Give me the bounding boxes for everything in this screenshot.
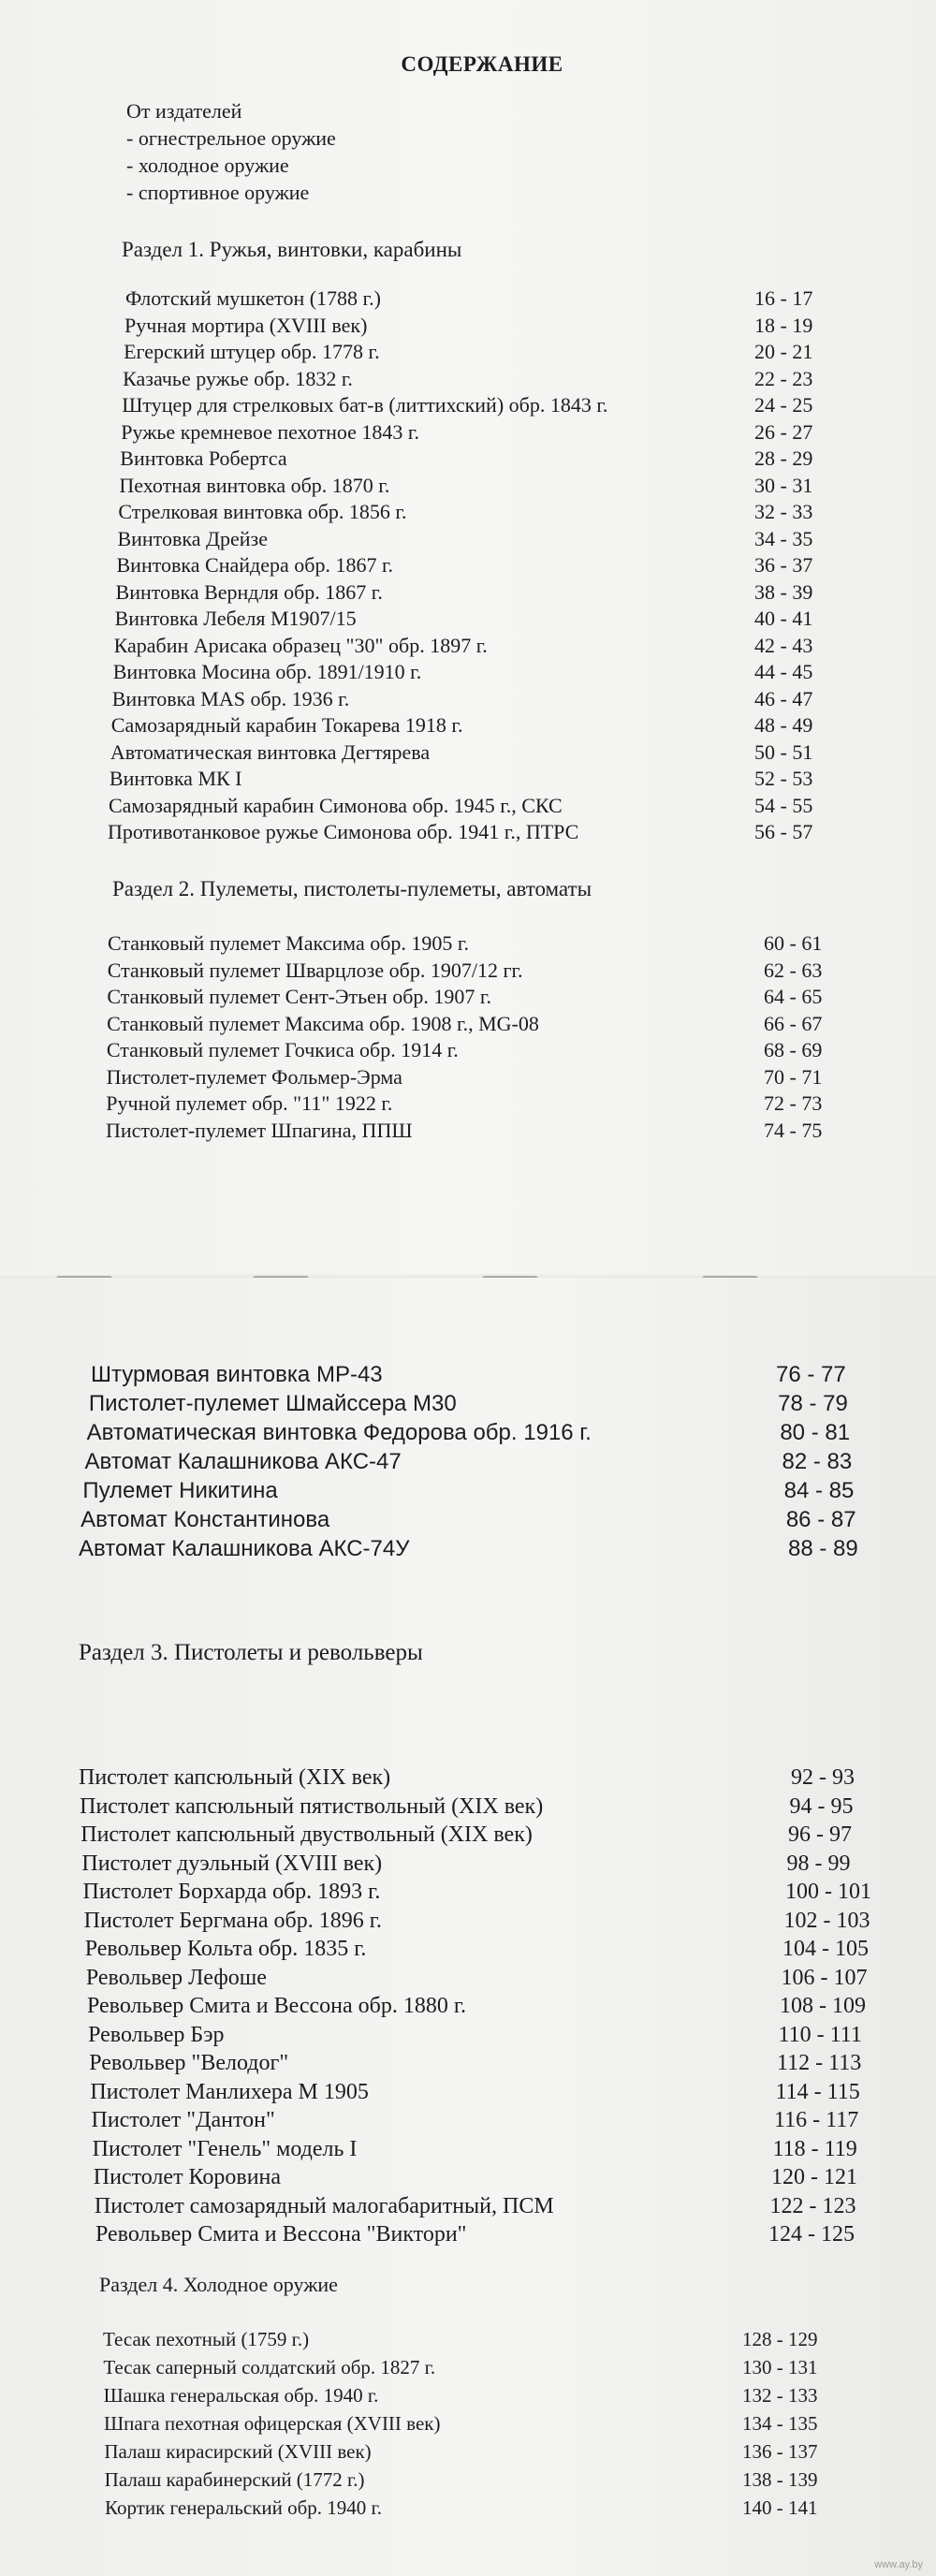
entry-title: Револьвер Смита и Вессона "Виктори" — [95, 2222, 467, 2247]
entry-title: Егерский штуцер обр. 1778 г. — [124, 340, 380, 363]
entry-pages: 78 - 79 — [778, 1391, 848, 1416]
entry-title: Пистолет Манлихера М 1905 — [90, 2079, 369, 2104]
entry-pages: 20 - 21 — [754, 340, 813, 363]
entry-list-section-4 — [0, 2325, 936, 2522]
entry-title: Станковый пулемет Гочкиса обр. 1914 г. — [106, 1038, 459, 1061]
entry-pages: 40 - 41 — [754, 607, 813, 630]
toc-entry — [0, 633, 936, 660]
intro-line: От издателей — [126, 99, 242, 123]
toc-entry — [0, 2409, 936, 2437]
toc-entry — [0, 930, 936, 958]
entry-title: Винтовка Мосина обр. 1891/1910 г. — [112, 660, 422, 683]
entry-title: Карабин Арисака образец "30" обр. 1897 г. — [113, 633, 488, 657]
entry-pages: 86 - 87 — [785, 1507, 856, 1532]
entry-title: Пистолет дуэльный (XVIII век) — [81, 1851, 383, 1876]
entry-title: Ручная мортира (XVIII век) — [124, 313, 368, 337]
entry-title: Шашка генеральская обр. 1940 г. — [103, 2384, 379, 2407]
toc-entry — [0, 819, 936, 846]
entry-pages: 28 - 29 — [754, 446, 813, 470]
entry-title: Пистолет самозарядный малогабаритный, ПСМ — [94, 2193, 554, 2218]
toc-entry — [0, 1360, 936, 1389]
toc-entry — [0, 1064, 936, 1091]
entry-title: Винтовка Лебеля М1907/15 — [114, 607, 357, 630]
entry-pages: 106 - 107 — [781, 1965, 868, 1990]
entry-title: Пехотная винтовка обр. 1870 г. — [119, 473, 390, 497]
toc-entry — [0, 606, 936, 633]
toc-entry — [0, 2437, 936, 2466]
toc-entry — [0, 2135, 936, 2164]
entry-pages: 76 - 77 — [776, 1362, 846, 1387]
entry-pages: 110 - 111 — [778, 2022, 862, 2047]
entry-pages: 48 - 49 — [754, 713, 813, 737]
entry-pages: 138 - 139 — [742, 2468, 818, 2491]
toc-entry — [0, 1850, 936, 1879]
intro-line: - холодное оружие — [126, 154, 289, 177]
contents-page-top — [0, 0, 936, 1278]
toc-entry — [0, 419, 936, 446]
entry-pages: 24 - 25 — [754, 393, 813, 417]
intro-line: - огнестрельное оружие — [126, 126, 336, 150]
toc-entry — [0, 339, 936, 366]
toc-entry — [0, 446, 936, 473]
entry-title: Самозарядный карабин Симонова обр. 1945 г., СКС — [108, 793, 563, 817]
entry-title: Казачье ружье обр. 1832 г. — [123, 366, 353, 390]
toc-entry — [0, 2494, 936, 2522]
entry-title: Станковый пулемет Сент-Этьен обр. 1907 г. — [107, 985, 491, 1008]
entry-title: Стрелковая винтовка обр. 1856 г. — [118, 500, 407, 523]
entry-pages: 122 - 123 — [769, 2193, 856, 2218]
entry-pages: 30 - 31 — [754, 473, 813, 497]
entry-pages: 38 - 39 — [754, 579, 813, 604]
entry-title: Автомат Константинова — [80, 1507, 330, 1532]
toc-entry — [0, 1821, 936, 1850]
entry-pages: 128 - 129 — [742, 2328, 818, 2350]
entry-pages: 80 - 81 — [780, 1420, 851, 1445]
entry-pages: 136 - 137 — [742, 2440, 818, 2463]
entry-pages: 96 - 97 — [788, 1822, 852, 1847]
entry-title: Флотский мушкетон (1788 г.) — [125, 286, 381, 310]
entry-pages: 104 - 105 — [782, 1937, 869, 1961]
entry-title: Противотанковое ружье Симонова обр. 1941 г., ПТРС — [108, 820, 579, 843]
entry-pages: 134 - 135 — [742, 2412, 818, 2435]
entry-title: Штуцер для стрелковых бат-в (литтихский) обр. 1843 г. — [122, 393, 608, 417]
entry-pages: 16 - 17 — [754, 286, 813, 310]
entry-pages: 124 - 125 — [768, 2222, 855, 2247]
entry-pages: 66 - 67 — [764, 1011, 823, 1035]
entry-title: Револьвер Лефоше — [85, 1965, 267, 1990]
entry-pages: 34 - 35 — [754, 526, 813, 550]
toc-entry — [0, 1389, 936, 1418]
page-title: СОДЕРЖАНИЕ — [401, 52, 563, 76]
toc-entry — [0, 473, 936, 500]
toc-entry — [0, 1011, 936, 1038]
intro-line: - спортивное оружие — [126, 181, 310, 204]
entry-title: Пистолет капсюльный двуствольный (XIX век) — [80, 1822, 533, 1847]
entry-title: Станковый пулемет Шварцлозе обр. 1907/12 гг. — [107, 958, 523, 982]
entry-pages: 108 - 109 — [780, 1994, 866, 2018]
toc-entry — [0, 1992, 936, 2021]
entry-title: Пистолет Бергмана обр. 1896 г. — [83, 1908, 382, 1933]
entry-title: Пистолет "Генель" модель I — [92, 2136, 358, 2161]
entry-pages: 116 - 117 — [774, 2108, 859, 2132]
toc-entry — [0, 1118, 936, 1145]
toc-entry — [0, 2220, 936, 2249]
toc-entry — [0, 1447, 936, 1476]
entry-title: Самозарядный карабин Токарева 1918 г. — [110, 713, 463, 737]
toc-entry — [0, 1907, 936, 1936]
toc-entry — [0, 1764, 936, 1793]
entry-pages: 64 - 65 — [764, 985, 823, 1008]
entry-title: Винтовка Верндля обр. 1867 г. — [115, 579, 383, 604]
entry-title: Винтовка Робертса — [120, 446, 287, 470]
intro-block — [126, 97, 336, 206]
toc-entry — [0, 579, 936, 607]
toc-entry — [0, 766, 936, 793]
entry-title: Револьвер Смита и Вессона обр. 1880 г. — [87, 1994, 467, 2018]
entry-title: Винтовка МК I — [109, 767, 242, 790]
toc-entry — [0, 392, 936, 419]
entry-pages: 62 - 63 — [764, 958, 823, 982]
entry-list-section-3 — [0, 1764, 936, 2249]
entry-title: Револьвер Кольта обр. 1835 г. — [84, 1937, 367, 1961]
entry-pages: 132 - 133 — [742, 2384, 818, 2407]
toc-entry — [0, 1090, 936, 1118]
entry-pages: 112 - 113 — [777, 2051, 862, 2075]
toc-entry — [0, 2381, 936, 2409]
entry-pages: 42 - 43 — [754, 633, 813, 657]
toc-entry — [0, 366, 936, 393]
entry-title: Пистолет-пулемет Шпагина, ППШ — [106, 1118, 413, 1142]
watermark: www.ay.by — [874, 2559, 923, 2570]
toc-entry — [0, 1418, 936, 1447]
entry-pages: 94 - 95 — [789, 1793, 854, 1819]
toc-entry — [0, 499, 936, 526]
entry-pages: 56 - 57 — [754, 820, 813, 843]
entry-title: Револьвер Бэр — [88, 2022, 225, 2047]
entry-pages: 54 - 55 — [754, 793, 813, 817]
entry-title: Тесак пехотный (1759 г.) — [103, 2328, 310, 2350]
entry-pages: 72 - 73 — [764, 1091, 823, 1115]
toc-entry — [0, 1935, 936, 1964]
entry-title: Пистолет капсюльный пятиствольный (XIX век) — [80, 1793, 544, 1819]
toc-entry — [0, 2192, 936, 2221]
toc-entry — [0, 285, 936, 313]
entry-pages: 82 - 83 — [782, 1449, 853, 1474]
entry-title: Автомат Калашникова АКС-74У — [79, 1536, 410, 1561]
toc-entry — [0, 526, 936, 553]
entry-title: Штурмовая винтовка МР-43 — [91, 1362, 383, 1387]
entry-list-section-2 — [0, 930, 936, 1144]
toc-entry — [0, 2021, 936, 2050]
toc-entry — [0, 552, 936, 579]
entry-pages: 32 - 33 — [754, 500, 813, 523]
entry-pages: 36 - 37 — [754, 553, 813, 577]
entry-title: Пистолет-пулемет Шмайссера М30 — [88, 1391, 457, 1416]
entry-pages: 68 - 69 — [764, 1038, 823, 1061]
entry-title: Автомат Калашникова АКС-47 — [84, 1449, 402, 1474]
toc-entry — [0, 2353, 936, 2381]
entry-title: Кортик генеральский обр. 1940 г. — [105, 2496, 383, 2519]
entry-title: Пистолет-пулемет Фольмер-Эрма — [106, 1064, 402, 1089]
section-heading: Раздел 3. Пистолеты и револьверы — [79, 1640, 423, 1665]
toc-entry — [0, 958, 936, 985]
section-heading: Раздел 4. Холодное оружие — [99, 2273, 338, 2296]
entry-pages: 102 - 103 — [783, 1908, 870, 1933]
entry-pages: 92 - 93 — [791, 1765, 855, 1790]
entry-pages: 98 - 99 — [786, 1851, 851, 1876]
toc-entry — [0, 1964, 936, 1993]
entry-pages: 84 - 85 — [783, 1478, 855, 1503]
entry-title: Пистолет Коровина — [93, 2165, 282, 2189]
toc-entry — [0, 313, 936, 340]
toc-entry — [0, 2049, 936, 2078]
entry-pages: 100 - 101 — [785, 1880, 871, 1904]
entry-title: Пулемет Никитина — [82, 1478, 278, 1503]
toc-entry — [0, 2106, 936, 2135]
toc-entry — [0, 1476, 936, 1505]
entry-pages: 22 - 23 — [754, 366, 813, 390]
entry-pages: 118 - 119 — [772, 2136, 857, 2161]
entry-title: Автоматическая винтовка Федорова обр. 1916 г. — [86, 1420, 592, 1445]
toc-entry — [0, 1505, 936, 1534]
entry-title: Палаш кирасирский (XVIII век) — [104, 2440, 372, 2463]
entry-title: Автоматическая винтовка Дегтярева — [110, 739, 431, 764]
entry-pages: 26 - 27 — [754, 419, 813, 444]
entry-pages: 120 - 121 — [771, 2165, 857, 2189]
entry-title: Ручной пулемет обр. "11" 1922 г. — [106, 1091, 393, 1115]
entry-title: Станковый пулемет Максима обр. 1905 г. — [108, 931, 469, 955]
entry-pages: 74 - 75 — [764, 1118, 823, 1142]
toc-entry — [0, 1037, 936, 1064]
entry-title: Винтовка Дрейзе — [117, 526, 268, 550]
toc-entry — [0, 1878, 936, 1907]
entry-pages: 52 - 53 — [754, 767, 813, 790]
toc-entry — [0, 739, 936, 767]
entry-title: Ружье кремневое пехотное 1843 г. — [121, 419, 419, 444]
entry-list-section-1 — [0, 285, 936, 846]
entry-pages: 60 - 61 — [764, 931, 823, 955]
section-heading: Раздел 1. Ружья, винтовки, карабины — [122, 238, 462, 261]
entry-pages: 140 - 141 — [742, 2496, 818, 2519]
entry-pages: 44 - 45 — [754, 660, 813, 683]
entry-title: Пистолет "Дантон" — [91, 2108, 275, 2132]
entry-pages: 50 - 51 — [754, 739, 813, 764]
toc-entry — [0, 2325, 936, 2353]
entry-title: Пистолет Борхарда обр. 1893 г. — [82, 1880, 381, 1904]
entry-title: Шпага пехотная офицерская (XVIII век) — [104, 2412, 441, 2435]
toc-entry — [0, 2466, 936, 2494]
entry-title: Револьвер "Велодог" — [89, 2051, 289, 2075]
entry-title: Пистолет капсюльный (XIX век) — [79, 1765, 391, 1790]
entry-title: Палаш карабинерский (1772 г.) — [104, 2468, 365, 2491]
entry-pages: 114 - 115 — [775, 2079, 860, 2104]
toc-entry — [0, 712, 936, 739]
entry-title: Винтовка Снайдера обр. 1867 г. — [116, 553, 393, 577]
entry-title: Станковый пулемет Максима обр. 1908 г., MG-08 — [107, 1011, 539, 1035]
toc-entry — [0, 2163, 936, 2192]
toc-entry — [0, 793, 936, 820]
entry-title: Тесак саперный солдатский обр. 1827 г. — [103, 2356, 436, 2378]
section-heading: Раздел 2. Пулеметы, пистолеты-пулеметы, автоматы — [112, 877, 592, 900]
entry-pages: 46 - 47 — [754, 686, 813, 710]
toc-entry — [0, 686, 936, 713]
entry-pages: 18 - 19 — [754, 313, 813, 337]
entry-pages: 130 - 131 — [742, 2356, 818, 2378]
toc-entry — [0, 1793, 936, 1822]
toc-entry — [0, 984, 936, 1011]
toc-entry — [0, 2078, 936, 2107]
entry-pages: 88 - 89 — [788, 1536, 858, 1561]
entry-title: Винтовка MAS обр. 1936 г. — [111, 686, 350, 710]
toc-entry — [0, 1534, 936, 1563]
toc-entry — [0, 659, 936, 686]
entry-pages: 70 - 71 — [764, 1064, 823, 1089]
entry-list-section-2-continued — [0, 1360, 936, 1563]
